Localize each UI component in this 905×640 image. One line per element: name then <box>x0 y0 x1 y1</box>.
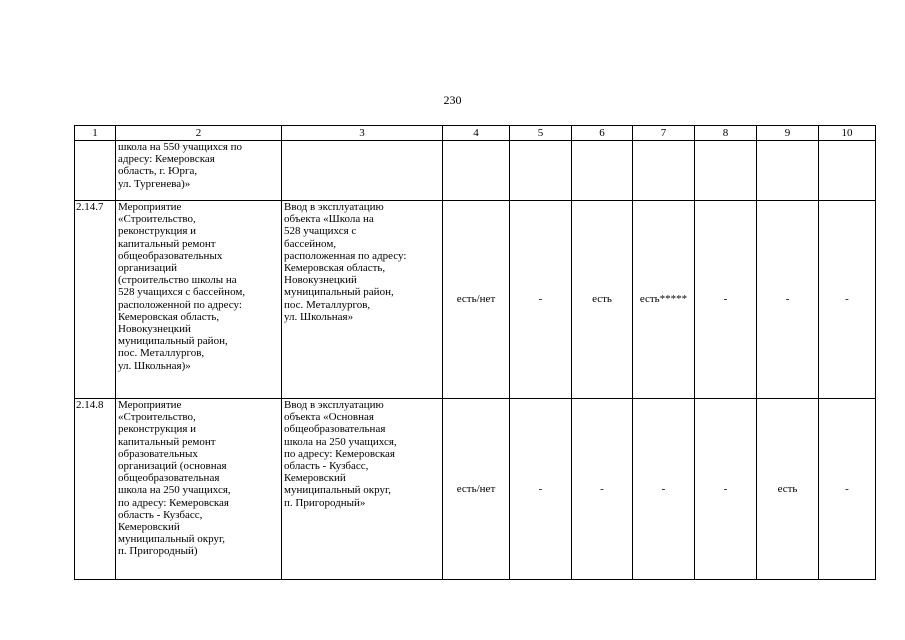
value-cell <box>695 141 757 201</box>
result-cell <box>282 141 443 201</box>
event-text: Мероприятие «Строительство, реконструкция и капитальный ремонт образовательных организаций (основная общеобразовательная школа на 250 учащихся, по адресу: Кемеровская область - Кузбасс, Кемеровский муниципальный округ, п. Пригородный) <box>118 399 231 558</box>
value-cell <box>757 141 819 201</box>
column-header: 7 <box>633 126 695 141</box>
row-number <box>75 141 116 201</box>
table-row <box>75 399 876 580</box>
value-cell <box>572 141 633 201</box>
value-cell: - <box>819 399 876 580</box>
event-cell <box>116 141 282 201</box>
event-text: Мероприятие «Строительство, реконструкция и капитальный ремонт общеобразовательных организаций (строительство школы на 528 учащихся с бассейном, расположенной по адресу: Кемеровская область, Новокузнецкий муниципальный район, пос. Металлургов, ул. Школьная)» <box>118 201 246 372</box>
result-cell <box>282 399 443 580</box>
column-header: 5 <box>510 126 572 141</box>
value-cell: - <box>510 399 572 580</box>
value-cell: - <box>819 201 876 399</box>
indicators-table <box>74 125 876 580</box>
value-cell: - <box>633 399 695 580</box>
result-text: Ввод в эксплуатацию объекта «Основная общеобразовательная школа на 250 учащихся, по адресу: Кемеровская область - Кузбасс, Кемеровский муниципальный округ, п. Пригородный» <box>284 399 397 509</box>
column-header: 8 <box>695 126 757 141</box>
column-header: 9 <box>757 126 819 141</box>
value-cell: есть <box>757 399 819 580</box>
value-cell: - <box>510 201 572 399</box>
result-cell <box>282 201 443 399</box>
value-cell: есть/нет <box>443 201 510 399</box>
table-row <box>75 201 876 399</box>
column-header: 3 <box>282 126 443 141</box>
value-cell <box>633 141 695 201</box>
column-header: 2 <box>116 126 282 141</box>
row-number: 2.14.8 <box>75 399 116 580</box>
value-cell <box>510 141 572 201</box>
column-header: 6 <box>572 126 633 141</box>
column-header: 10 <box>819 126 876 141</box>
value-cell: есть***** <box>633 201 695 399</box>
table-header-row <box>75 126 876 141</box>
result-text: Ввод в эксплуатацию объекта «Школа на 528 учащихся с бассейном, расположенная по адресу: Кемеровская область, Новокузнецкий муниципальный район, пос. Металлургов, ул. Школьная» <box>284 201 407 323</box>
column-header: 4 <box>443 126 510 141</box>
event-cell <box>116 201 282 399</box>
value-cell: есть <box>572 201 633 399</box>
event-text: школа на 550 учащихся по адресу: Кемеровская область, г. Юрга, ул. Тургенева)» <box>118 141 243 190</box>
table-row <box>75 141 876 201</box>
column-header: 1 <box>75 126 116 141</box>
value-cell: - <box>695 399 757 580</box>
page-number: 230 <box>443 93 462 107</box>
row-number: 2.14.7 <box>75 201 116 399</box>
value-cell: - <box>572 399 633 580</box>
value-cell: - <box>695 201 757 399</box>
value-cell: есть/нет <box>443 399 510 580</box>
event-cell <box>116 399 282 580</box>
value-cell <box>443 141 510 201</box>
value-cell <box>819 141 876 201</box>
value-cell: - <box>757 201 819 399</box>
